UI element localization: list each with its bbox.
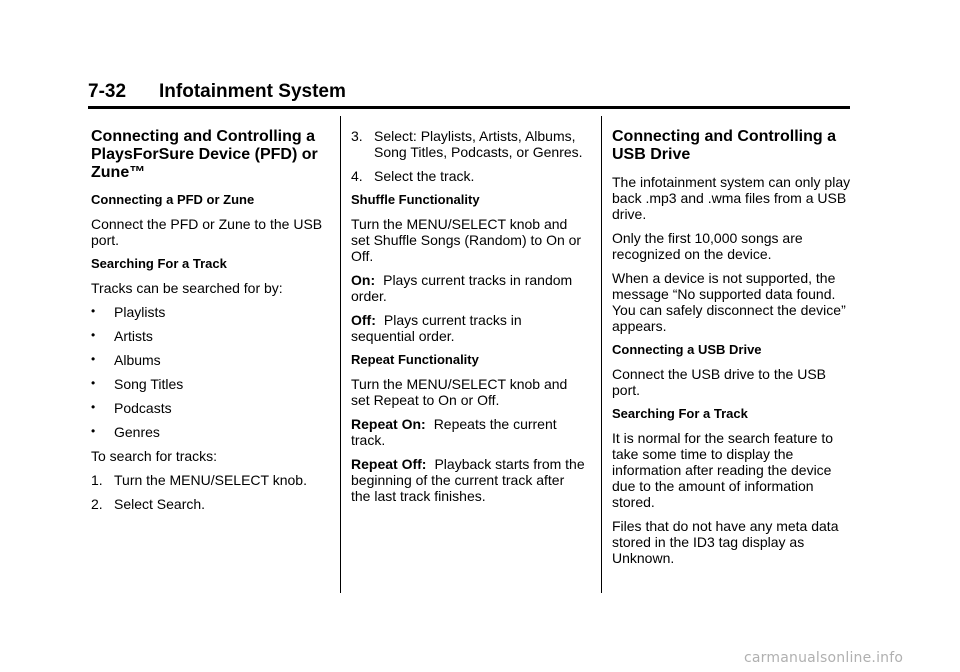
- bullet-icon: •: [91, 376, 96, 390]
- paragraph: Turn the MENU/SELECT knob and set Shuffle Songs (Random) to On or Off.: [351, 216, 582, 264]
- column-2: [351, 128, 587, 512]
- paragraph: Files that do not have any meta data stored in the ID3 tag display as Unknown.: [612, 518, 839, 566]
- definition-off: Off: Plays current tracks in sequential order.: [351, 312, 522, 344]
- bullet-icon: •: [91, 400, 96, 414]
- column-3: [612, 128, 856, 574]
- paragraph: When a device is not supported, the message “No supported data found. You can safely disconnect the device” appears.: [612, 270, 846, 334]
- column-divider-2: [601, 116, 602, 593]
- subheading-connecting-pfd: Connecting a PFD or Zune: [91, 192, 255, 207]
- subheading-searching-track: Searching For a Track: [612, 406, 748, 421]
- paragraph: To search for tracks:: [91, 448, 218, 464]
- paragraph: Only the first 10,000 songs are recognized on the device.: [612, 230, 803, 262]
- section-heading-pfd-zune: Connecting and Controlling a PlaysForSure Device (PFD) or Zune™: [91, 128, 318, 181]
- section-heading-usb-drive: Connecting and Controlling a USB Drive: [612, 128, 836, 163]
- search-options-list: [91, 304, 326, 440]
- paragraph: Tracks can be searched for by:: [91, 280, 283, 296]
- paragraph: The infotainment system can only play back .mp3 and .wma files from a USB drive.: [612, 174, 851, 222]
- column-divider-1: [340, 116, 341, 593]
- subheading-repeat: Repeat Functionality: [351, 352, 479, 367]
- list-item: • Playlists: [91, 304, 166, 320]
- watermark: carmanualsonline.info: [744, 650, 904, 666]
- list-item: • Podcasts: [91, 400, 172, 416]
- list-item: • Song Titles: [91, 376, 184, 392]
- paragraph: Connect the USB drive to the USB port.: [612, 366, 826, 398]
- list-item: • Artists: [91, 328, 153, 344]
- step-item: 1. Turn the MENU/SELECT knob.: [91, 472, 307, 488]
- step-item: 4. Select the track.: [351, 168, 475, 184]
- page-header: [88, 82, 850, 109]
- bullet-icon: •: [91, 328, 96, 342]
- step-item: 3. Select: Playlists, Artists, Albums, Song Titles, Podcasts, or Genres.: [351, 128, 583, 160]
- definition-repeat-off: Repeat Off: Playback starts from the beginning of the current track after the last track finishes.: [351, 456, 585, 504]
- definition-repeat-on: Repeat On: Repeats the current track.: [351, 416, 557, 448]
- step-item: 2. Select Search.: [91, 496, 206, 512]
- bullet-icon: •: [91, 352, 96, 366]
- subheading-searching-track: Searching For a Track: [91, 256, 227, 271]
- bullet-icon: •: [91, 424, 96, 438]
- list-item: • Genres: [91, 424, 160, 440]
- list-item: • Albums: [91, 352, 161, 368]
- paragraph: Connect the PFD or Zune to the USB port.: [91, 216, 323, 248]
- page-number: 7-32: [88, 81, 127, 102]
- definition-on: On: Plays current tracks in random order.: [351, 272, 573, 304]
- subheading-shuffle: Shuffle Functionality: [351, 192, 480, 207]
- subheading-connecting-usb: Connecting a USB Drive: [612, 342, 762, 357]
- column-1: [91, 128, 326, 520]
- paragraph: It is normal for the search feature to take some time to display the information after reading the device due to the amount of information stored.: [612, 430, 833, 510]
- page-title: Infotainment System: [159, 81, 346, 102]
- paragraph: Turn the MENU/SELECT knob and set Repeat to On or Off.: [351, 376, 568, 408]
- bullet-icon: •: [91, 304, 96, 318]
